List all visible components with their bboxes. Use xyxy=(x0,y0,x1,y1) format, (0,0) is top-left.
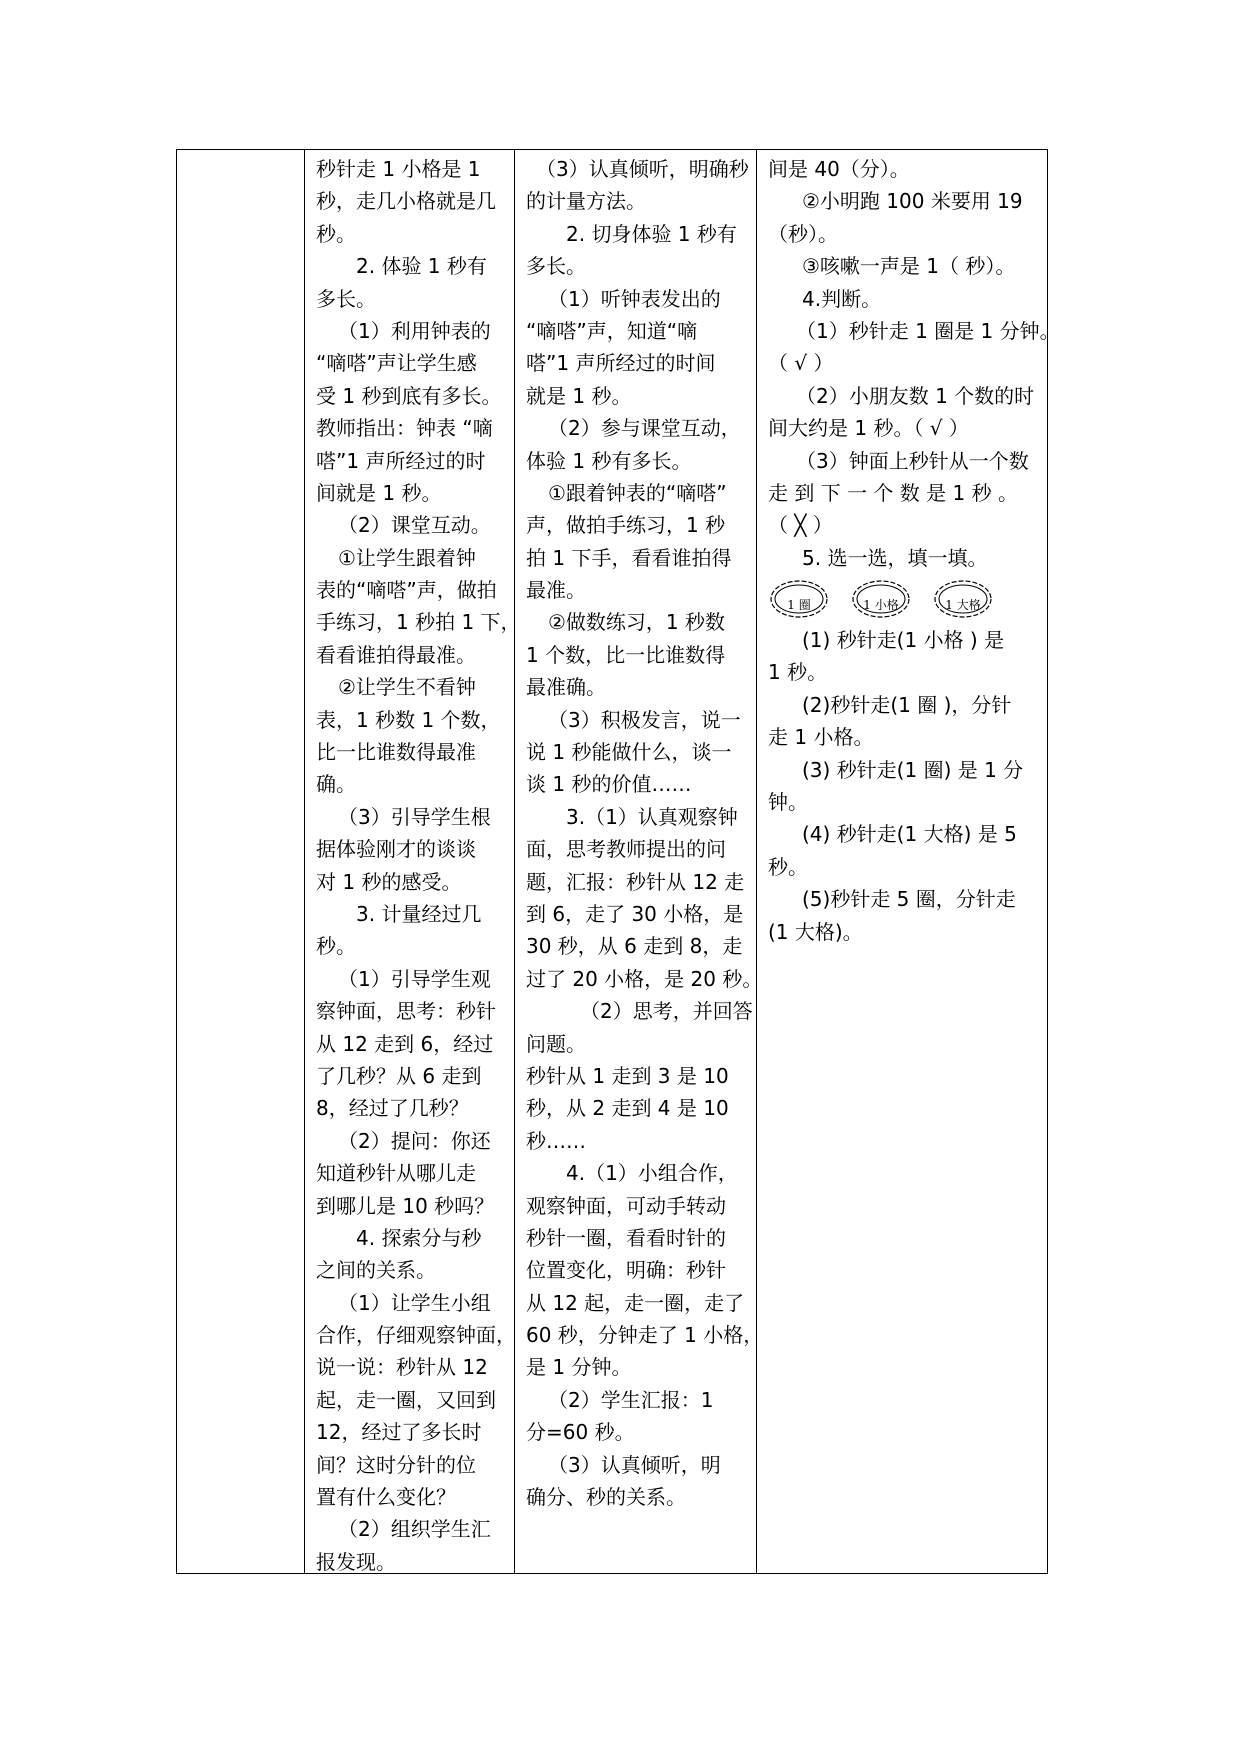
text-line: 到哪儿是 10 秒吗？ xyxy=(316,1193,495,1218)
text-line: ①跟着钟表的“嘀嗒” xyxy=(548,480,727,505)
text-line: ②小明跑 100 米要用 19 xyxy=(802,189,1023,214)
text-line: （2）课堂互动。 xyxy=(338,513,491,538)
text-line: “嘀嗒”声让学生感 xyxy=(316,351,477,376)
column-exercises xyxy=(757,150,1060,1573)
text-line: （2）提问：你还 xyxy=(338,1128,491,1153)
text-line: 走 1 小格。 xyxy=(768,725,874,750)
option-oval-circle xyxy=(768,577,830,621)
text-line: (3) 秒针走(1 圈) 是 1 分 xyxy=(802,757,1024,782)
text-line: 题，汇报：秒针从 12 走 xyxy=(526,869,745,894)
text-line: ②做数练习，1 秒数 xyxy=(548,610,726,635)
text-line: （3）钟面上秒针从一个数 xyxy=(796,448,1029,473)
text-line: 体验 1 秒有多长。 xyxy=(526,448,692,473)
text-line: （3）认真倾听，明确秒 xyxy=(536,157,749,181)
text-line: 3. 计量经过几 xyxy=(356,901,482,926)
text-line: 到 6，走了 30 小格，是 xyxy=(526,901,744,926)
text-line: 知道秒针从哪儿走 xyxy=(316,1161,476,1186)
text-line: 秒针一圈，看看时针的 xyxy=(526,1225,726,1250)
text-line: 位置变化，明确：秒针 xyxy=(526,1258,726,1283)
text-line: 受 1 秒到底有多长。 xyxy=(316,383,502,408)
text-line: 秒，走几小格就是几 xyxy=(316,189,496,214)
text-line: （2）学生汇报：1 xyxy=(548,1387,714,1412)
option-label: 1 大格 xyxy=(945,598,981,613)
text-line: 置有什么变化？ xyxy=(316,1485,456,1510)
text-line: （3）积极发言，说一 xyxy=(548,707,741,732)
text-line: 声，做拍手练习，1 秒 xyxy=(526,513,726,538)
text-line: 观察钟面，可动手转动 xyxy=(526,1193,726,1218)
text-line: 教师指出：钟表 “嘀 xyxy=(316,416,493,441)
text-line: 最准。 xyxy=(526,578,586,603)
text-line: 就是 1 秒。 xyxy=(526,383,632,408)
text-line: 说 1 秒能做什么，谈一 xyxy=(526,740,732,765)
text-line: 多长。 xyxy=(316,286,376,311)
text-line: 钟。 xyxy=(768,790,808,815)
text-line: 4.判断。 xyxy=(802,286,882,311)
text-line: （3）认真倾听，明 xyxy=(548,1452,721,1477)
text-line: 嗒”1 声所经过的时间 xyxy=(526,351,716,376)
text-line: 间？这时分针的位 xyxy=(316,1452,476,1477)
text-line: 问题。 xyxy=(526,1031,586,1056)
text-line: ②让学生不看钟 xyxy=(338,675,476,700)
text-line: ①让学生跟着钟 xyxy=(338,545,476,570)
option-label: 1 圈 xyxy=(787,598,811,613)
text-line: 8，经过了几秒？ xyxy=(316,1096,469,1121)
text-line: 之间的关系。 xyxy=(316,1258,436,1283)
text-line: （1）利用钟表的 xyxy=(338,318,491,343)
text-line: （1）引导学生观 xyxy=(338,966,491,991)
text-line: 间大约是 1 秒。（ √ ） xyxy=(768,416,969,441)
text-line: 秒。 xyxy=(316,221,356,246)
text-line: （1）秒针走 1 圈是 1 分钟。 xyxy=(796,318,1060,343)
text-line: 最准确。 xyxy=(526,675,606,700)
text-line: 30 秒，从 6 走到 8，走 xyxy=(526,934,743,959)
column-teacher-activity xyxy=(305,150,521,1574)
text-line: 手练习，1 秒拍 1 下， xyxy=(316,610,521,635)
text-line: 的计量方法。 xyxy=(526,189,646,214)
text-line: （1）让学生小组 xyxy=(338,1290,491,1315)
text-line: 合作，仔细观察钟面， xyxy=(316,1323,516,1348)
text-line: 看看谁拍得最准。 xyxy=(316,642,476,667)
text-line: 确分、秒的关系。 xyxy=(526,1485,686,1510)
text-line: (5)秒针走 5 圈，分针走 xyxy=(802,887,1016,912)
text-line: (2)秒针走(1 圈 )，分针 xyxy=(802,692,1012,717)
text-line: 2. 体验 1 秒有 xyxy=(356,254,487,279)
option-label: 1 小格 xyxy=(863,598,899,613)
text-line: （ √ ） xyxy=(768,351,834,376)
text-line: 表的“嘀嗒”声，做拍 xyxy=(316,578,497,603)
text-line: 表，1 秒数 1 个数， xyxy=(316,707,501,732)
text-line: 起，走一圈，又回到 xyxy=(316,1387,496,1412)
text-line: 是 1 分钟。 xyxy=(526,1355,632,1380)
text-line: 多长。 xyxy=(526,254,586,279)
text-line: 从 12 走到 6，经过 xyxy=(316,1031,494,1056)
text-line: “嘀嗒”声，知道“嘀 xyxy=(526,318,698,343)
text-line: 4.（1）小组合作， xyxy=(566,1161,738,1186)
text-line: 4. 探索分与秒 xyxy=(356,1225,482,1250)
lesson-table xyxy=(176,149,1060,1574)
text-line: 说一说：秒针从 12 xyxy=(316,1355,488,1380)
text-line: 分=60 秒。 xyxy=(526,1420,635,1445)
text-line: （秒）。 xyxy=(768,221,838,246)
option-ovals xyxy=(768,574,1040,624)
text-line: 秒针走 1 小格是 1 xyxy=(316,157,481,181)
text-line: 拍 1 下手，看看谁拍得 xyxy=(526,545,732,570)
text-line: 比一比谁数得最准 xyxy=(316,740,476,765)
text-line: 1 个数，比一比谁数得 xyxy=(526,642,726,667)
option-oval-large-grid xyxy=(932,577,994,621)
text-line: 5. 选一选，填一填。 xyxy=(802,545,988,570)
text-line: (1) 秒针走(1 小格 ) 是 xyxy=(802,628,1005,653)
text-line: 谈 1 秒的价值…… xyxy=(526,772,692,797)
text-line: 间就是 1 秒。 xyxy=(316,480,442,505)
text-line: 走 到 下 一 个 数 是 1 秒 。 xyxy=(768,480,1018,505)
text-line: 12，经过了多长时 xyxy=(316,1420,482,1445)
text-line: 60 秒，分钟走了 1 小格， xyxy=(526,1323,764,1348)
text-line: （3）引导学生根 xyxy=(338,804,491,829)
text-line: (1 大格)。 xyxy=(768,919,863,944)
text-line: （ ╳ ） xyxy=(768,513,833,538)
text-line: 了几秒？从 6 走到 xyxy=(316,1063,482,1088)
text-line: （1）听钟表发出的 xyxy=(548,286,721,311)
text-line: 秒…… xyxy=(526,1128,586,1153)
text-line: 2. 切身体验 1 秒有 xyxy=(566,221,737,246)
text-line: 秒，从 2 走到 4 是 10 xyxy=(526,1096,729,1121)
text-line: （2）小朋友数 1 个数的时 xyxy=(796,383,1035,408)
text-line: 嗒”1 声所经过的时 xyxy=(316,448,486,473)
text-line: 从 12 起，走一圈，走了 xyxy=(526,1290,745,1315)
option-oval-small-grid xyxy=(850,577,912,621)
text-line: ③咳嗽一声是 1（ 秒）。 xyxy=(802,254,1016,279)
text-line: 过了 20 小格，是 20 秒。 xyxy=(526,966,763,991)
text-line: 面，思考教师提出的问 xyxy=(526,837,726,862)
text-line: 间是 40（分）。 xyxy=(768,157,910,181)
text-line: 秒。 xyxy=(768,854,808,879)
text-line: 秒。 xyxy=(316,934,356,959)
text-line: 察钟面，思考：秒针 xyxy=(316,999,496,1024)
text-line: (4) 秒针走(1 大格) 是 5 xyxy=(802,822,1017,847)
text-line: 报发现。 xyxy=(316,1549,396,1574)
text-line: 1 秒。 xyxy=(768,660,828,685)
text-line: 3.（1）认真观察钟 xyxy=(566,804,738,829)
text-line: （2）组织学生汇 xyxy=(338,1517,491,1542)
text-line: 秒针从 1 走到 3 是 10 xyxy=(526,1063,729,1088)
text-line: 据体验刚才的谈谈 xyxy=(316,837,476,862)
text-line: 对 1 秒的感受。 xyxy=(316,869,462,894)
text-line: （2）思考，并回答 xyxy=(580,999,753,1024)
column-blank xyxy=(177,150,305,1573)
text-line: 确。 xyxy=(316,772,356,797)
column-student-activity xyxy=(515,150,764,1573)
text-line: （2）参与课堂互动， xyxy=(548,416,741,441)
